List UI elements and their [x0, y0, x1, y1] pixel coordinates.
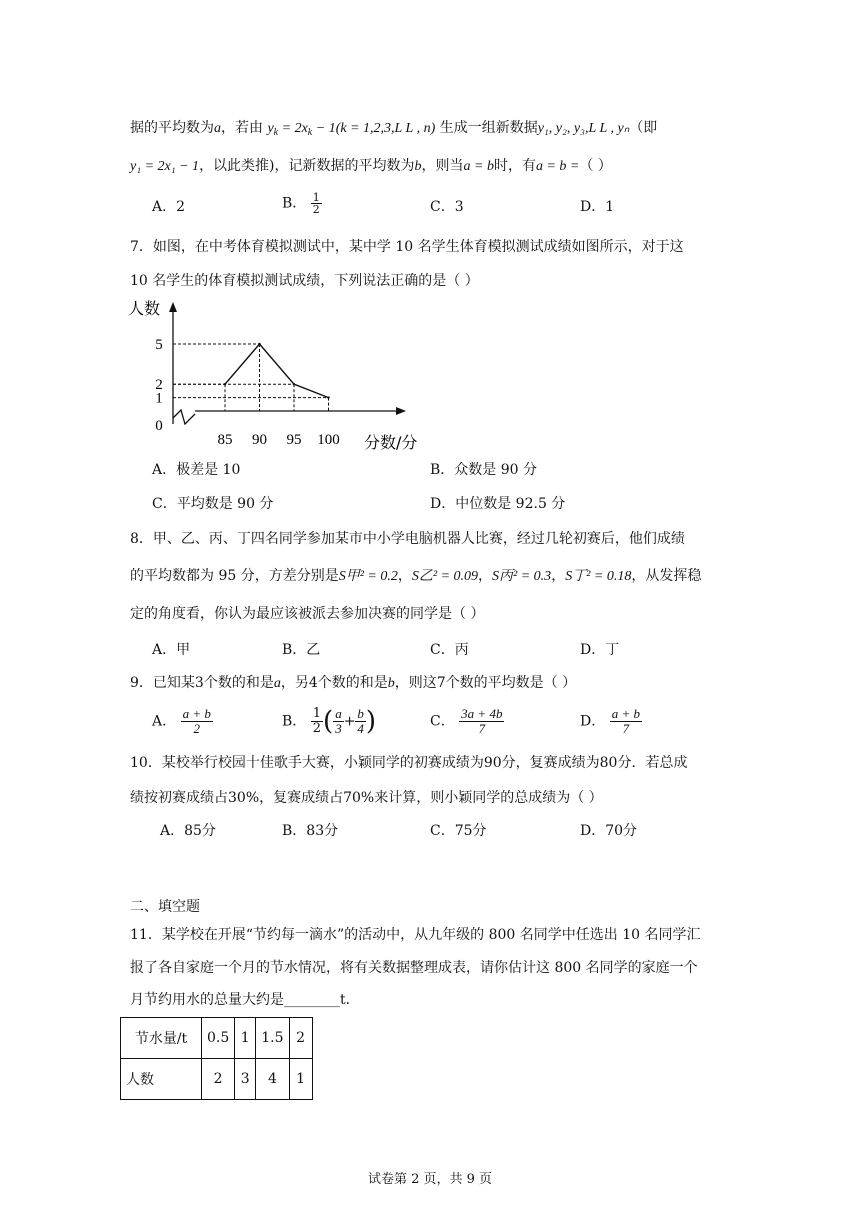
q9-option-a-fraction: $\frac{a + b}{2}$	[182, 706, 211, 736]
q9-option-a-label: A．	[152, 713, 177, 730]
q6-text-b: ，若由	[221, 120, 263, 136]
q8-var-yi: S乙² = 0.09	[411, 569, 479, 584]
q9-option-b[interactable]: B． $\frac{1}{2}$ ( $\frac{a}{3}$ + $\frac{b}{4}$ )	[282, 706, 377, 737]
q6-paren: （ ）	[579, 158, 612, 174]
q11-table	[120, 1017, 313, 1100]
q7-chart	[128, 296, 428, 456]
q9-text-c: ，另	[280, 675, 309, 691]
q7-option-c[interactable]: C．平均数是 90 分	[152, 496, 274, 512]
x-tick-label: 85	[217, 432, 233, 448]
q7-option-b[interactable]: B．众数是 90 分	[430, 462, 538, 478]
table-cell: 1	[235, 1018, 256, 1059]
chart-axes	[169, 302, 406, 424]
q6-option-b[interactable]	[282, 192, 322, 215]
q6-formula2: y₁ = 2x₁ − 1	[130, 159, 200, 174]
q6-line2	[130, 156, 612, 177]
data-point	[224, 383, 226, 385]
table-row	[121, 1059, 313, 1100]
q8-text-b: ，从发挥稳	[631, 568, 702, 584]
y-tick-label: 5	[155, 337, 163, 353]
table-cell: 节水量/t	[121, 1018, 202, 1059]
table-cell: 1	[289, 1059, 312, 1100]
q9-option-b-term2: $\frac{b}{4}$	[357, 706, 364, 736]
data-point	[327, 396, 329, 398]
q11-line2: 报了各自家庭一个月的节水情况，将有关数据整理成表，请你估计这 800 名同学的家庭一个	[130, 960, 698, 976]
q8-option-d[interactable]: D．丁	[580, 642, 620, 658]
x-axis-label: 分数/分	[364, 433, 418, 452]
q7-option-a[interactable]: A．极差是 10	[152, 462, 241, 478]
q8-var-jia: S甲² = 0.2	[338, 569, 398, 584]
y-tick-label: 0	[155, 418, 163, 434]
x-tick-label: 100	[317, 432, 340, 448]
x-axis-break	[173, 410, 195, 424]
q6-newdata: y₁, y₂, y₃,L L , yₙ	[537, 121, 630, 136]
q7-option-d[interactable]: D．中位数是 92.5 分	[430, 496, 566, 512]
q6-option-a[interactable]: A．2	[152, 199, 186, 215]
q9-option-c-fraction: $\frac{3a + 4b}{7}$	[461, 706, 503, 736]
q8-option-b[interactable]: B．乙	[282, 642, 321, 658]
q6-option-b-label: B．	[282, 195, 307, 212]
q9-text-b: 个数的和是	[203, 675, 274, 691]
q8-var-bing: S丙² = 0.3	[492, 569, 552, 584]
q6-text-f: ，则当	[421, 158, 464, 174]
q6-option-d[interactable]: D．1	[580, 199, 615, 215]
x-axis-arrow-icon	[396, 407, 406, 415]
q8-var-ding: S丁² = 0.18	[565, 569, 632, 584]
table-cell: 3	[235, 1059, 256, 1100]
q8-option-a[interactable]: A．甲	[152, 642, 191, 658]
q6-cond: a = b	[463, 159, 494, 174]
q9-option-d-label: D．	[580, 713, 606, 730]
q10-option-a[interactable]: A．85分	[160, 823, 216, 839]
q9-option-b-term1: $\frac{a}{3}$	[335, 706, 342, 736]
q9-var-b: b	[387, 676, 395, 691]
q9-option-c[interactable]	[430, 707, 504, 736]
y-axis-arrow-icon	[169, 302, 177, 312]
q9-text-a: 9．已知某	[130, 675, 195, 691]
q9-line1	[130, 673, 576, 694]
q6-option-b-fraction: $\frac{1}{2}$	[312, 191, 320, 216]
table-cell: 2	[289, 1018, 312, 1059]
x-tick-label: 90	[252, 432, 267, 448]
q6-text-e: ，以此类推)，记新数据的平均数为	[199, 158, 415, 174]
section-heading: 二、填空题	[130, 899, 200, 915]
q9-option-b-label: B．	[282, 713, 307, 730]
q9-n4: 4	[308, 675, 318, 691]
y-tick-label: 2	[155, 377, 163, 394]
q6-text-d: （即	[629, 120, 658, 136]
q9-text-d: 个数的和是	[317, 675, 388, 691]
chart-series-line	[224, 343, 330, 399]
q8-text: 的平均数都为 95 分，方差分别是	[130, 568, 339, 584]
q9-var-a: a	[273, 676, 281, 691]
y-axis-label: 人数	[128, 299, 161, 318]
q9-n7: 7	[436, 675, 446, 691]
q9-text-e: ，则这	[394, 675, 437, 691]
y-tick-label: 1	[155, 390, 163, 407]
page-footer: 试卷第 2 页，共 9 页	[367, 1172, 493, 1187]
q6-text-c: 生成一组新数据	[439, 120, 538, 136]
x-tick-label: 95	[286, 432, 302, 448]
q10-option-b[interactable]: B．83分	[282, 823, 339, 839]
q9-option-d-fraction: $\frac{a + b}{7}$	[611, 706, 640, 736]
q8-line2: 的平均数都为 95 分，方差分别是S甲² = 0.2，S乙² = 0.09，S丙² = 0.3，S丁² = 0.18，从发挥稳	[130, 568, 702, 584]
q9-option-c-label: C．	[430, 713, 455, 730]
q6-cond2: a = b =	[535, 159, 580, 174]
data-point	[293, 383, 295, 385]
q11-line1: 11．某学校在开展“节约每一滴水”的活动中，从九年级的 800 名同学中任选出 10 名同学汇	[130, 927, 701, 943]
q9-text-f: 个数的平均数是（ ）	[445, 675, 577, 691]
q11-line3: 月节约用水的总量大约是________t．	[130, 992, 360, 1008]
table-cell: 1.5	[256, 1018, 289, 1059]
chart-y-ticks	[155, 337, 163, 434]
table-cell: 4	[256, 1059, 289, 1100]
q9-n3: 3	[194, 675, 204, 691]
q9-option-a[interactable]	[152, 707, 213, 736]
table-cell: 0.5	[202, 1018, 235, 1059]
q6-formula: $y_k = 2x_k - 1(k = 1,2,3,L$ L , n)	[267, 121, 436, 138]
q9-option-b-coef: $\frac{1}{2}$	[312, 706, 322, 736]
table-row	[121, 1018, 313, 1059]
table-cell: 2	[202, 1059, 235, 1100]
q6-var-a: a	[214, 121, 221, 136]
q9-option-b-plus: +	[343, 713, 356, 730]
q6-text: 据的平均数为	[130, 120, 214, 136]
q6-line1	[130, 118, 657, 143]
q9-option-d[interactable]	[580, 707, 642, 736]
q8-line3: 定的角度看，你认为最应该被派去参加决赛的同学是（ ）	[130, 606, 485, 622]
data-point	[258, 343, 260, 345]
q10-option-d[interactable]: D．70分	[580, 823, 638, 839]
table-cell: 人数	[121, 1059, 202, 1100]
q8-option-c[interactable]: C．丙	[430, 642, 469, 658]
q8-line1: 8．甲、乙、丙、丁四名同学参加某市中小学电脑机器人比赛，经过几轮初赛后，他们成绩	[130, 531, 685, 547]
q6-text-g: 时，有	[493, 158, 536, 174]
q7-line1: 7．如图，在中考体育模拟测试中，某中学 10 名学生体育模拟测试成绩如图所示，对于这	[130, 239, 684, 255]
q7-line2: 10 名学生的体育模拟测试成绩，下列说法正确的是（ ）	[130, 273, 479, 289]
q6-var-b: b	[414, 159, 422, 174]
q10-line1: 10．某校举行校园十佳歌手大赛，小颖同学的初赛成绩为90分，复赛成绩为80分．若总成	[130, 755, 688, 771]
series-polyline	[225, 344, 329, 398]
chart-x-ticks	[218, 432, 340, 448]
q6-option-c[interactable]: C．3	[430, 199, 464, 215]
q10-option-c[interactable]: C．75分	[430, 823, 487, 839]
q10-line2: 绩按初赛成绩占30%，复赛成绩占70%来计算，则小颖同学的总成绩为（ ）	[130, 790, 603, 806]
